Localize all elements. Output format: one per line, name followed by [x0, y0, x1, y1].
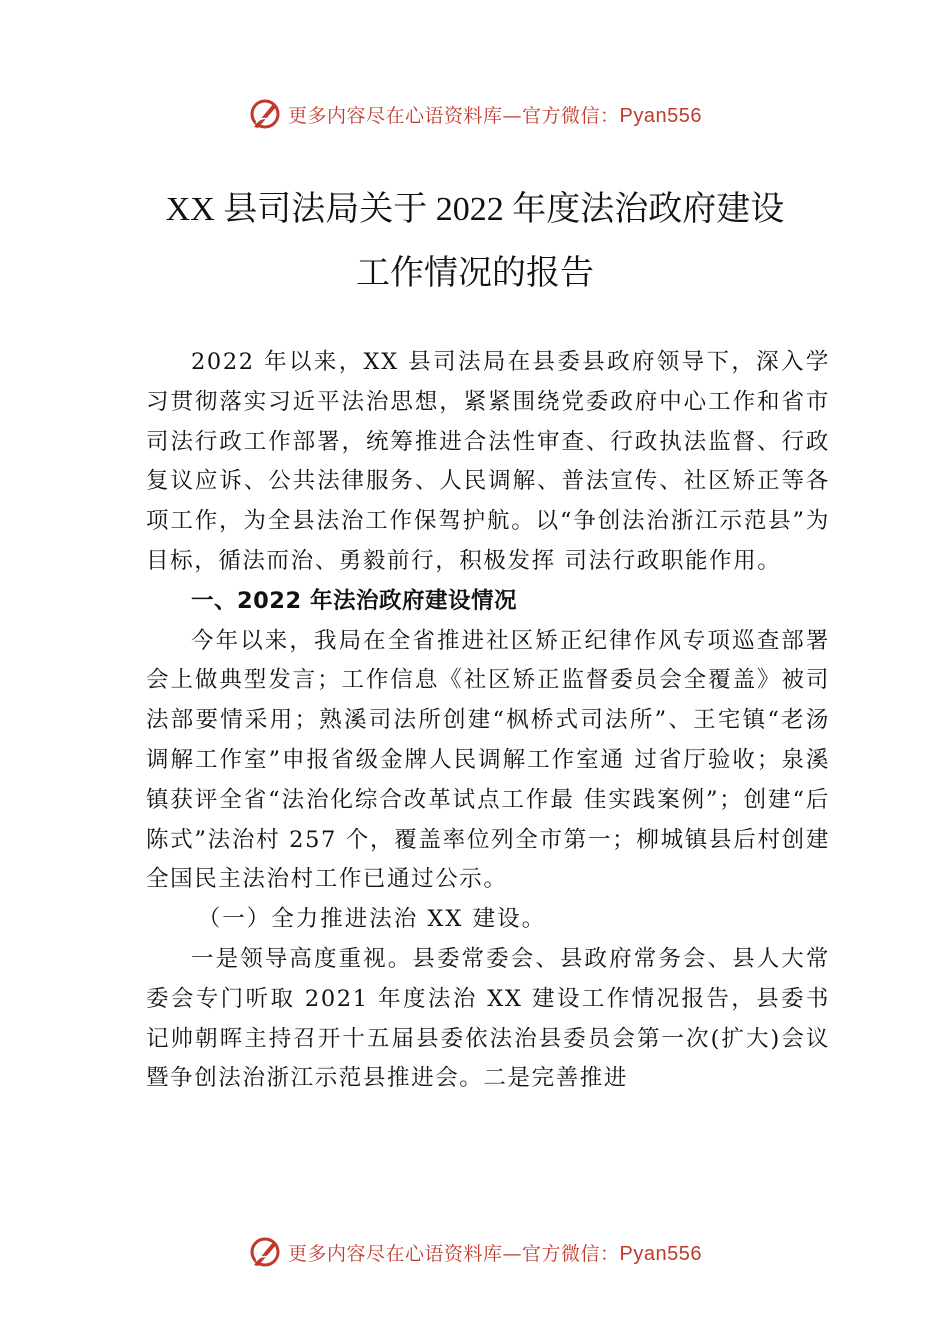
- wechat-id: Pyan556: [619, 104, 702, 127]
- brush-pen-logo-icon: [248, 1235, 282, 1269]
- watermark-banner-top: [0, 94, 950, 134]
- document-title: [100, 178, 850, 306]
- watermark-text: 更多内容尽在心语资料库—官方微信：Pyan556: [288, 104, 702, 127]
- subsection-heading: （一）全力推进法治 XX 建设。: [197, 906, 547, 933]
- document-body: [146, 343, 830, 1099]
- body-paragraph: 今年以来，我局在全省推进社区矫正纪律作风专项巡查部署会上做典型发言；工作信息《社区矫正监督委员会全覆盖》被司法部要情采用；熟溪司法所创建“枫桥式司法所”、王宅镇“老汤调解工作室”申报省级金牌人民调解工作室通 过省厅验收；泉溪镇获评全省“法治化综合改革试点工作最 佳实践案例”；创建“后陈式”法治村 257 个，覆盖率位列全市第一；柳城镇县后村创建全国民主法治村工作已通过公示。: [146, 627, 830, 893]
- wechat-id: Pyan556: [619, 1242, 702, 1265]
- body-paragraph: 2022 年以来，XX 县司法局在县委县政府领导下，深入学习贯彻落实习近平法治思想，紧紧围绕党委政府中心工作和省市司法行政工作部署，统筹推进合法性审查、行政执法监督、行政复议应诉、公共法律服务、人民调解、普法宣传、社区矫正等各项工作，为全县法治工作保驾护航。以“争创法治浙江示范县”为目标，循法而治、勇毅前行，积极发挥 司法行政职能作用。: [146, 349, 830, 574]
- watermark-text: 更多内容尽在心语资料库—官方微信：Pyan556: [288, 1242, 702, 1265]
- brush-pen-logo-icon: [248, 97, 282, 131]
- watermark-banner-bottom: [0, 1232, 950, 1272]
- section-heading: 一、2022 年法治政府建设情况: [191, 587, 517, 614]
- title-line-2: 工作情况的报告: [356, 255, 594, 292]
- title-line-1: XX 县司法局关于 2022 年度法治政府建设: [165, 191, 785, 228]
- body-paragraph: 一是领导高度重视。县委常委会、县政府常务会、县人大常委会专门听取 2021 年度法治 XX 建设工作情况报告，县委书记帅朝晖主持召开十五届县委依法治县委员会第一次(扩大)会议暨争创法治浙江示范县推进会。二是完善推进: [146, 945, 830, 1092]
